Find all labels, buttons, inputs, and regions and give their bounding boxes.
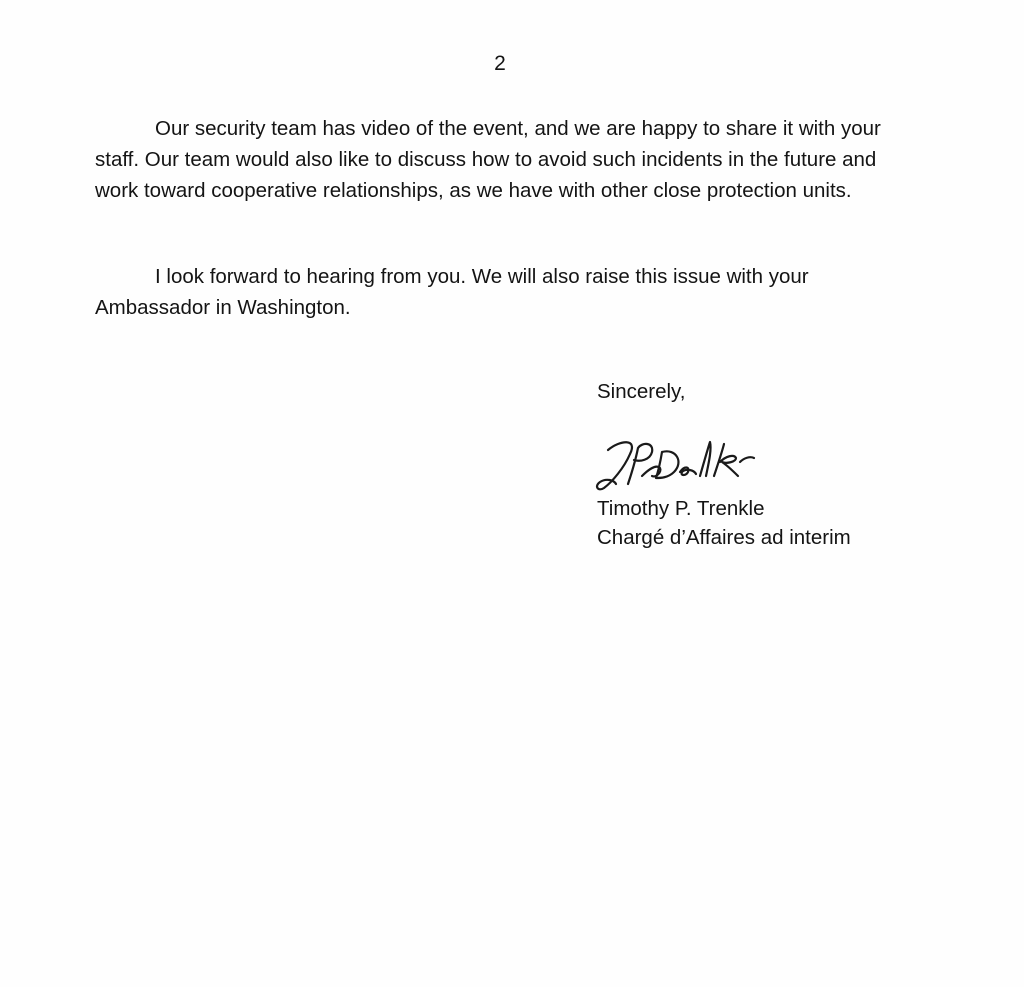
page-number: 2 <box>494 52 506 75</box>
signature-icon <box>590 432 770 500</box>
signer-title: Chargé d’Affaires ad interim <box>597 526 851 549</box>
body-paragraph-1: Our security team has video of the event, and we are happy to share it with your staff. Our team would also like to discuss how to avoid such incidents in the future and work toward cooperative relationships, as we have with other close protection units. <box>95 117 881 202</box>
body-paragraph-2: I look forward to hearing from you. We will also raise this issue with your Ambassador in Washington. <box>95 265 809 319</box>
closing-salutation: Sincerely, <box>597 380 686 403</box>
signer-name: Timothy P. Trenkle <box>597 497 765 520</box>
